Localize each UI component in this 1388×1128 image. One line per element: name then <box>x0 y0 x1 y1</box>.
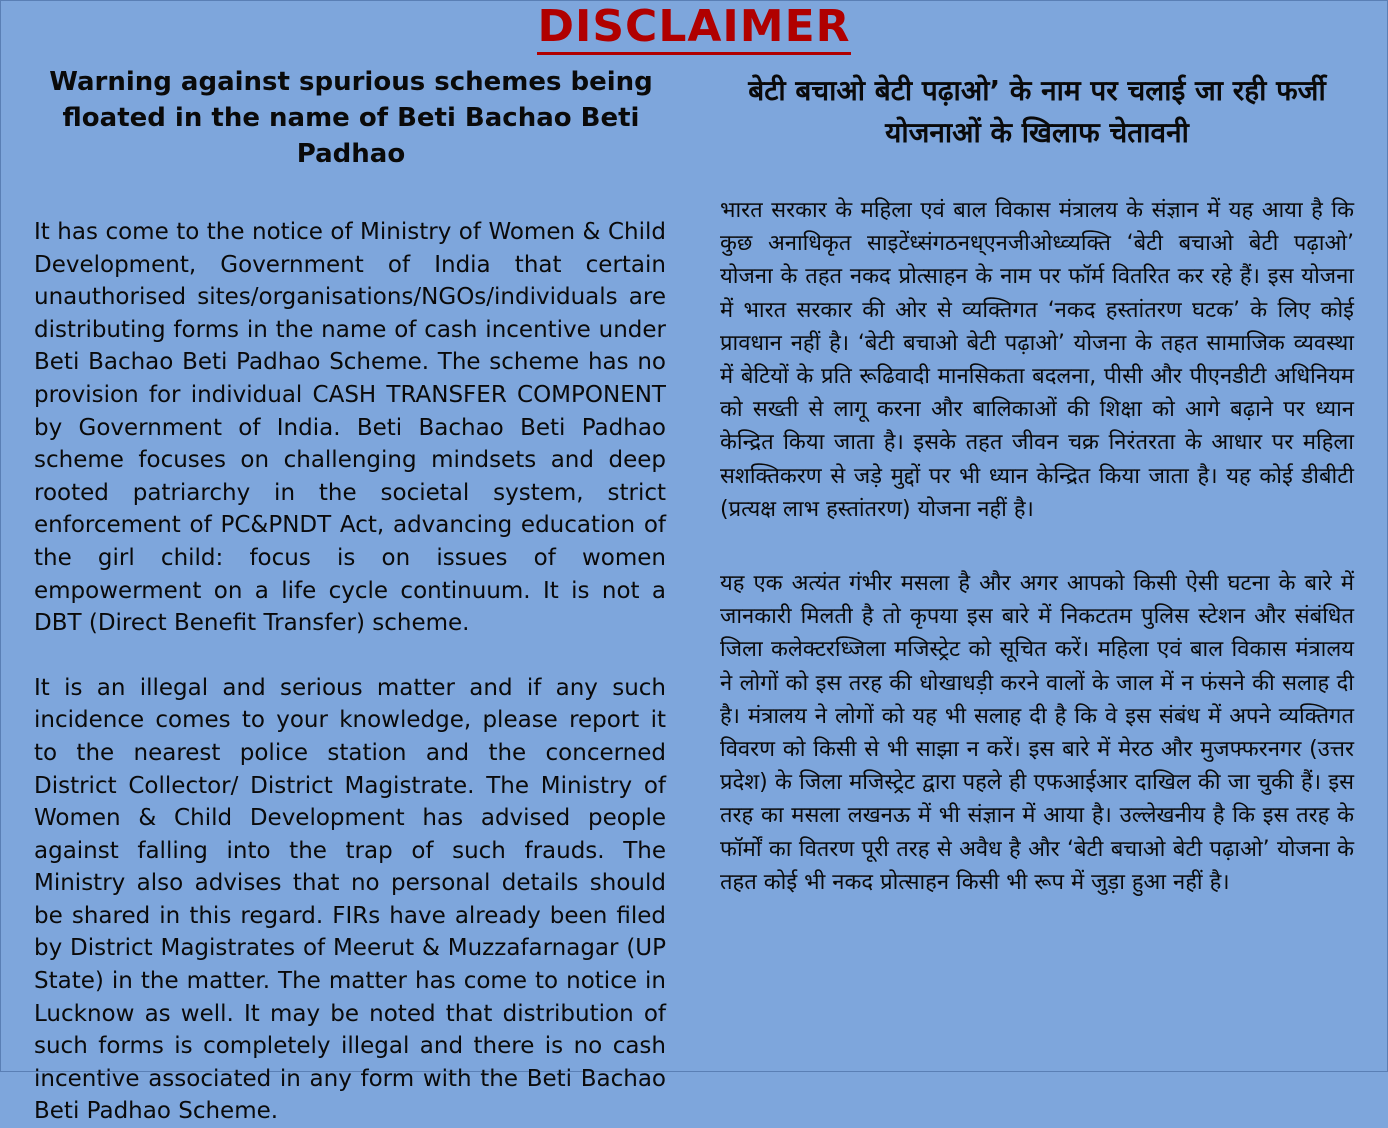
english-paragraph-2: It is an illegal and serious matter and if any such incidence comes to your knowledge, please report it to the nearest police station and the concerned District Collector/ District Magistrate. The Ministry of Women & Child Development has advised people against falling into the trap of such frauds. The Ministry also advises that no personal details should be shared in this regard. FIRs have already been filed by District Magistrates of Meerut & Muzzafarnagar (UP State) in the matter. The matter has come to notice in Lucknow as well. It may be noted that distribution of such forms is completely illegal and there is no cash incentive associated in any form with the Beti Bachao Beti Padhao Scheme. <box>34 674 666 1125</box>
page-title: DISCLAIMER <box>537 0 850 55</box>
page-title-container <box>0 0 1388 55</box>
hindi-paragraph-2: यह एक अत्यंत गंभीर मसला है और अगर आपको किसी ऐसी घटना के बारे में जानकारी मिलती है तो कृपया इस बारे में निकटतम पुलिस स्टेशन और संबंधित जिला कलेक्टरध्जिला मजिस्ट्रेट को सूचित करें। महिला एवं बाल विकास मंत्रालय ने लोगों को इस तरह की धोखाधड़ी करने वालों के जाल में न फंसने की सलाह दी है। मंत्रालय ने लोगों को यह भी सलाह दी है कि वे इस संबंध में अपने व्यक्तिगत विवरण को किसी से भी साझा न करें। इस बारे में मेरठ और मुजफ्फरनगर (उत्तर प्रदेश) के जिला मजिस्ट्रेट द्वारा पहले ही एफआईआर दाखिल की जा चुकी हैं। इस तरह का मसला लखनऊ में भी संज्ञान में आया है। उल्लेखनीय है कि इस तरह के फॉर्मों का वितरण पूरी तरह से अवैध है और ‘बेटी बचाओ बेटी पढ़ाओ’ योजना के तहत कोई भी नकद प्रोत्साहन किसी भी रूप में जुड़ा हुआ नहीं है। <box>720 571 1354 895</box>
hindi-paragraph-1: भारत सरकार के महिला एवं बाल विकास मंत्रालय के संज्ञान में यह आया है कि कुछ अनाधिकृत साइटेंध्संगठनध्एनजीओध्व्यक्ति ‘बेटी बचाओ बेटी पढ़ाओ’ योजना के तहत नकद प्रोत्साहन के नाम पर फॉर्म वितरित कर रहे हैं। इस योजना में भारत सरकार की ओर से व्यक्तिगत ‘नकद हस्तांतरण घटक’ के लिए कोई प्रावधान नहीं है। ‘बेटी बचाओ बेटी पढ़ाओ’ योजना के तहत सामाजिक व्यवस्था में बेटियों के प्रति रूढिवादी मानसिकता बदलना, पीसी और पीएनडीटी अधिनियम को सख्ती से लागू करना और बालिकाओं की शिक्षा को आगे बढ़ाने पर ध्यान केन्द्रित किया जाता है। इसके तहत जीवन चक्र निरंतरता के आधार पर महिला सशक्तिकरण से जड़े मुद्दों पर भी ध्यान केन्द्रित किया जाता है। यह कोई डीबीटी (प्रत्यक्ष लाभ हस्तांतरण) योजना नहीं है। <box>720 198 1354 522</box>
english-column <box>34 64 666 1128</box>
hindi-column <box>720 64 1354 899</box>
english-heading: Warning against spurious schemes being floated in the name of Beti Bachao Beti Padhao <box>49 67 653 169</box>
english-paragraph-1: It has come to the notice of Ministry of Women & Child Development, Government of India that certain unauthorised sites/organisations/NGOs/individuals are distributing forms in the name of cash incentive under Beti Bachao Beti Padhao Scheme. The scheme has no provision for individual CASH TRANSFER COMPONENT by Government of India. Beti Bachao Beti Padhao scheme focuses on challenging mindsets and deep rooted patriarchy in the societal system, strict enforcement of PC&PNDT Act, advancing education of the girl child: focus is on issues of women empowerment on a life cycle continuum. It is not a DBT (Direct Benefit Transfer) scheme. <box>34 219 666 637</box>
hindi-heading: बेटी बचाओ बेटी पढ़ाओ’ के नाम पर चलाई जा रही फर्जी योजनाओं के खिलाफ चेतावनी <box>748 74 1326 149</box>
